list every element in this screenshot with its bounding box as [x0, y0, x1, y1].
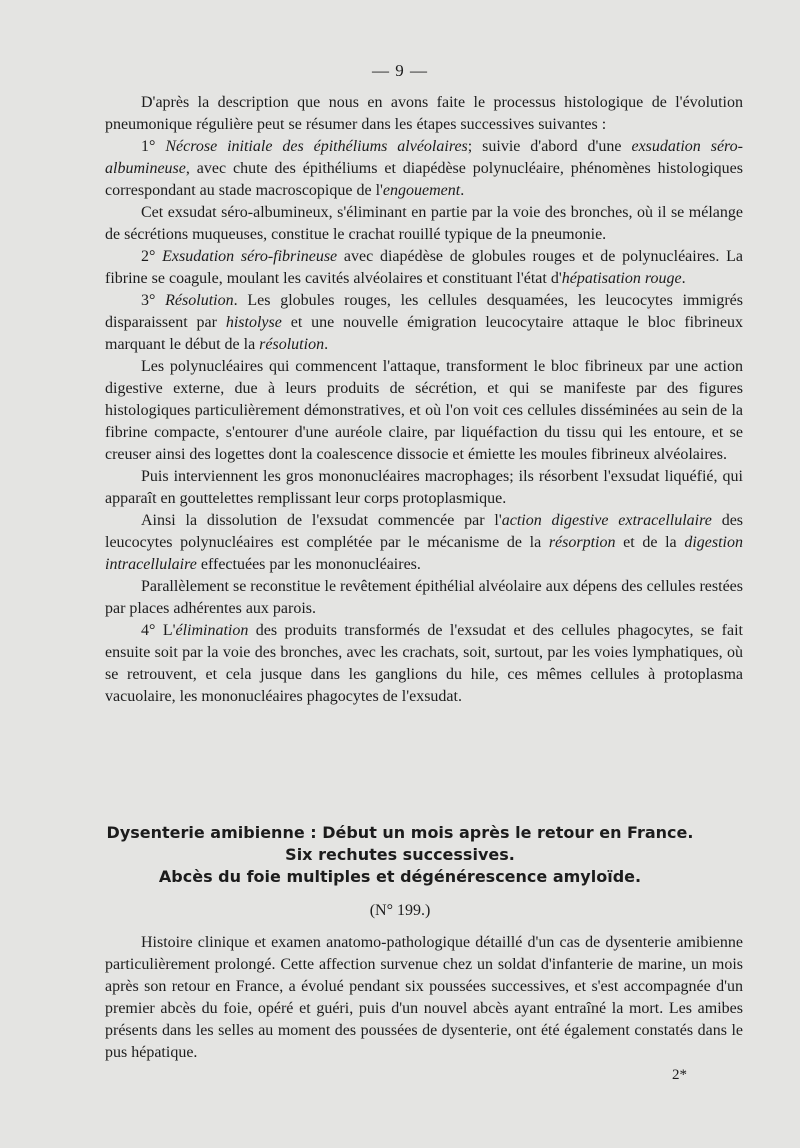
heading-line-2: Six rechutes successives.: [285, 845, 515, 864]
paragraph-6: [105, 466, 743, 510]
italic-text: action digestive extracellulaire: [501, 512, 712, 529]
text-segment: .: [681, 270, 686, 287]
paragraph-1: [105, 136, 743, 202]
italic-text: résorption: [548, 534, 616, 551]
text-segment: 4° L': [141, 622, 176, 639]
italic-text: Exsudation séro-fibrineuse: [162, 248, 338, 265]
paragraph-4: [105, 290, 743, 356]
paragraph-5: [105, 356, 743, 466]
text-segment: et une nouvelle émigration leucocytaire attaque le bloc fibrineux marquant le début de la: [105, 314, 744, 353]
italic-text: exsudation séro-albumineuse: [105, 138, 744, 177]
reference-number: (N° 199.): [369, 902, 431, 919]
text-segment: 1°: [141, 138, 166, 155]
text-segment: D'après la description que nous en avons faite le processus histologique de l'évolution pneumonique régulière peut se résumer dans les étapes successives suivantes :: [105, 94, 743, 133]
heading-line-3: Abcès du foie multiples et dégénérescence amyloïde.: [158, 867, 642, 886]
italic-text: Nécrose initiale des épithéliums alvéolaires: [165, 138, 468, 155]
italic-text: histolyse: [225, 314, 282, 331]
text-segment: .: [324, 336, 329, 353]
text-segment: Les polynucléaires qui commencent l'attaque, transforment le bloc fibrineux par une action digestive externe, due à leurs produits de sécrétion, et qui se manifeste par des figures histologiques particulièrement démonstratives, et où l'on voit ces cellules disséminées au sein de la fibrine compacte, s'entourer d'une auréole claire, par liquéfaction du tissu qui les entoure, et se creuser ainsi des logettes dont la coalescence dissocie et émiette les moules fibrineux alvéolaires.: [105, 358, 743, 463]
text-segment: 3°: [141, 292, 166, 309]
italic-text: engouement: [382, 182, 461, 199]
paragraph-9: [105, 620, 743, 708]
signature-mark: 2*: [672, 1067, 687, 1083]
body-text: [105, 92, 743, 708]
italic-text: Résolution: [165, 292, 234, 309]
italic-text: hépatisation rouge: [561, 270, 682, 287]
heading-line-1: Dysenterie amibienne : Début un mois après le retour en France.: [106, 823, 694, 842]
paragraph-3: [105, 246, 743, 290]
text-segment: Puis interviennent les gros mononucléaires macrophages; ils résorbent l'exsudat liquéfié, qui apparaît en gouttelettes remplissant leur corps protoplasmique.: [105, 468, 743, 507]
paragraph-0: [105, 92, 743, 136]
paragraph-8: [105, 576, 743, 620]
text-segment: effectuées par les mononucléaires.: [196, 556, 421, 573]
summary-paragraph: Histoire clinique et examen anatomo-pathologique détaillé d'un cas de dysenterie amibienne particulièrement prolongé. Cette affection survenue chez un soldat d'infanterie de marine, un mois après son retour en France, a évolué pendant six poussées successives, et s'est accompagnée d'un premier abcès du foie, opéré et guéri, puis d'un nouvel abcès ayant entraîné la mort. Les amibes présents dans les selles au moment des poussées de dysenterie, ont été également constatés dans le pus hépatique.: [105, 934, 743, 1061]
text-segment: , avec chute des épithéliums et diapédèse polynucléaire, phénomènes histologiques correspondant au stade macroscopique de l': [105, 160, 743, 199]
section-heading: [60, 822, 740, 888]
text-segment: Ainsi la dissolution de l'exsudat commencée par l': [141, 512, 502, 529]
paragraph-2: [105, 202, 743, 246]
summary-text: [105, 932, 743, 1064]
italic-text: élimination: [175, 622, 249, 639]
text-segment: Cet exsudat séro-albumineux, s'éliminant en partie par la voie des bronches, où il se mélange de sécrétions muqueuses, constitue le crachat rouillé typique de la pneumonie.: [105, 204, 743, 243]
italic-text: digestion intracellulaire: [105, 534, 743, 573]
text-segment: et de la: [615, 534, 685, 551]
page-number: — 9 —: [372, 61, 428, 80]
text-segment: .: [460, 182, 465, 199]
text-segment: avec diapédèse de globules rouges et de polynucléaires. La fibrine se coagule, moulant les cavités alvéolaires et constituant l'état d': [105, 248, 743, 287]
text-segment: . Les globules rouges, les cellules desquamées, les leucocytes immigrés disparaissent par: [105, 292, 743, 331]
text-segment: ; suivie d'abord d'une: [467, 138, 632, 155]
text-segment: 2°: [141, 248, 163, 265]
paragraph-7: [105, 510, 743, 576]
text-segment: des produits transformés de l'exsudat et des cellules phagocytes, se fait ensuite soit par la voie des bronches, avec les crachats, soit, surtout, par les voies lymphatiques, où se retrouvent, et cela jusque dans les ganglions du hile, ces mêmes cellules à protoplasma vacuolaire, les mononucléaires phagocytes de l'exsudat.: [105, 622, 743, 705]
text-segment: Parallèlement se reconstitue le revêtement épithélial alvéolaire aux dépens des cellules restées par places adhérentes aux parois.: [105, 578, 743, 617]
italic-text: résolution: [259, 336, 325, 353]
text-segment: des leucocytes polynucléaires est complétée par le mécanisme de la: [105, 512, 744, 551]
